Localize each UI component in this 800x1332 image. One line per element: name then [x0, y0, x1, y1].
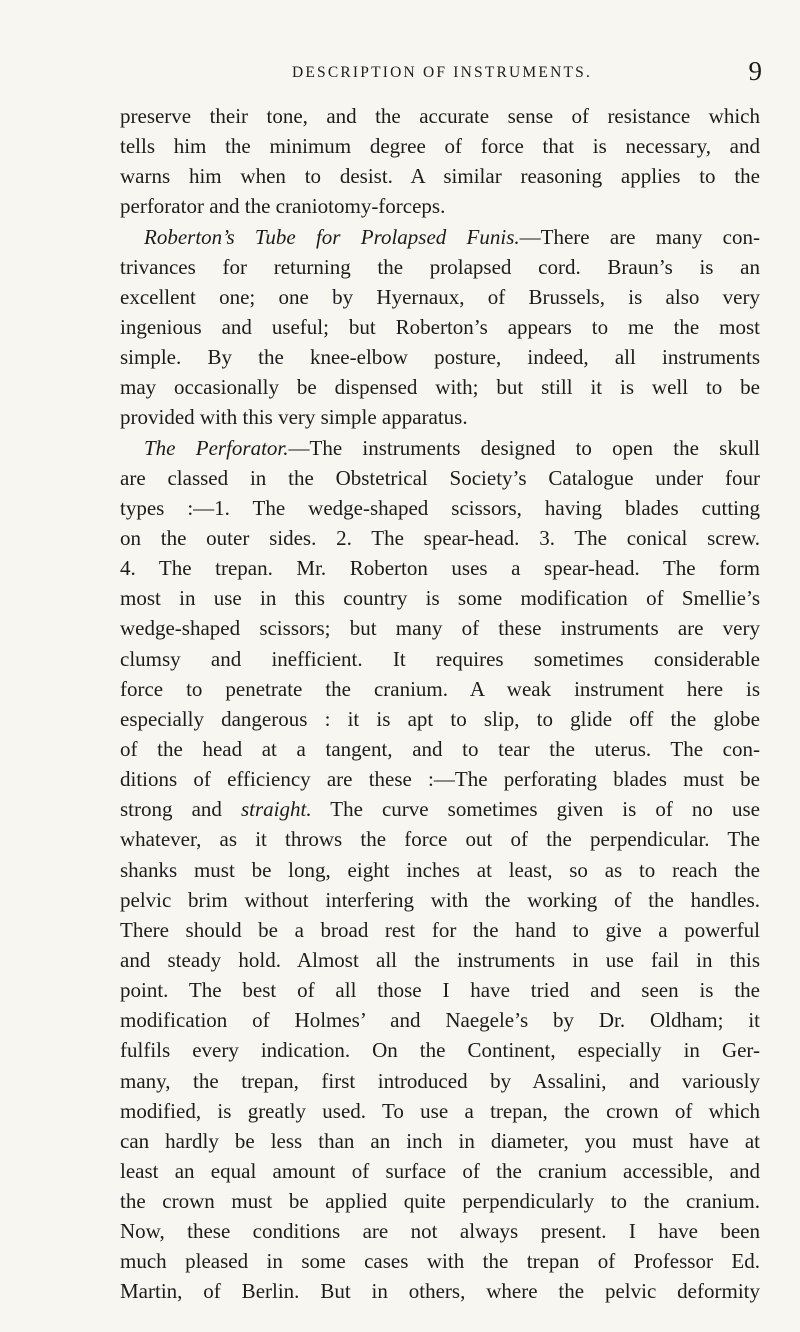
- line-text: Now, these conditions are not always present. I have been: [120, 1219, 760, 1244]
- line-text: Martin, of Berlin. But in others, where the pelvic deformity: [120, 1279, 760, 1304]
- text-line: [120, 101, 760, 131]
- running-title: DESCRIPTION OF INSTRUMENTS.: [291, 64, 593, 81]
- line-text: can hardly be less than an inch in diameter, you must have at: [120, 1128, 760, 1153]
- line-text: simple. By the knee-elbow posture, indeed, all instruments: [120, 345, 760, 370]
- line-text: excellent one; one by Hyernaux, of Brussels, is also very: [120, 284, 760, 309]
- text-line: [120, 975, 760, 1005]
- text-line: [120, 523, 760, 553]
- line-text-continued: The curve sometimes given is of no use: [311, 797, 760, 822]
- text-line: [120, 161, 760, 191]
- line-text: types :—1. The wedge-shaped scissors, having blades cutting: [120, 495, 760, 520]
- text-line: [120, 463, 760, 493]
- line-text: 4. The trepan. Mr. Roberton uses a spear-head. The form: [120, 556, 760, 581]
- text-line: [120, 764, 760, 794]
- text-line: [120, 1156, 760, 1186]
- text-line: [120, 583, 760, 613]
- line-text: ditions of efficiency are these :—The perforating blades must be: [120, 767, 760, 792]
- line-text: most in use in this country is some modification of Smellie’s: [120, 586, 760, 611]
- page-number: 9: [748, 56, 762, 86]
- text-line: [120, 342, 760, 372]
- line-text: perforator and the craniotomy-forceps.: [120, 194, 446, 219]
- text-line: [120, 1035, 760, 1065]
- line-text: trivances for returning the prolapsed cord. Braun’s is an: [120, 254, 760, 279]
- text-line: [120, 131, 760, 161]
- text-line: [120, 1216, 760, 1246]
- text-line: [120, 885, 760, 915]
- text-line: [120, 372, 760, 402]
- text-line: [120, 855, 760, 885]
- text-line: [120, 704, 760, 734]
- emphasis: straight.: [240, 797, 312, 822]
- body-text: [120, 101, 760, 1307]
- line-text: modified, is greatly used. To use a trepan, the crown of which: [120, 1098, 760, 1123]
- text-line: [120, 1005, 760, 1035]
- text-line: [120, 222, 760, 252]
- line-text: provided with this very simple apparatus.: [120, 405, 468, 430]
- line-text: strong and: [120, 797, 222, 822]
- line-text: ingenious and useful; but Roberton’s appears to me the most: [120, 314, 760, 339]
- line-text: and steady hold. Almost all the instruments in use fail in this: [120, 947, 760, 972]
- running-head: [122, 56, 762, 86]
- text-line: [120, 282, 760, 312]
- line-text: may occasionally be dispensed with; but still it is well to be: [120, 375, 760, 400]
- text-line: [120, 734, 760, 764]
- line-text: whatever, as it throws the force out of the perpendicular. The: [120, 827, 760, 852]
- text-line: [120, 312, 760, 342]
- line-text: wedge-shaped scissors; but many of these instruments are very: [120, 616, 760, 641]
- text-line: [120, 1246, 760, 1276]
- text-line: [120, 613, 760, 643]
- line-text: There should be a broad rest for the hand to give a powerful: [120, 917, 760, 942]
- line-text: —The instruments designed to open the skull: [288, 435, 760, 460]
- line-text: of the head at a tangent, and to tear the uterus. The con-: [120, 736, 760, 761]
- text-line: [120, 433, 760, 463]
- line-text: fulfils every indication. On the Continent, especially in Ger-: [120, 1038, 760, 1063]
- text-line: [120, 1186, 760, 1216]
- line-text: shanks must be long, eight inches at least, so as to reach the: [120, 857, 760, 882]
- line-text: on the outer sides. 2. The spear-head. 3. The conical screw.: [120, 525, 760, 550]
- text-line: [120, 915, 760, 945]
- text-line: [120, 553, 760, 583]
- line-text: point. The best of all those I have tried and seen is the: [120, 978, 760, 1003]
- line-text: warns him when to desist. A similar reasoning applies to the: [120, 164, 760, 189]
- line-text: —There are many con-: [519, 224, 760, 249]
- text-line: [120, 1066, 760, 1096]
- line-text: modification of Holmes’ and Naegele’s by Dr. Oldham; it: [120, 1008, 760, 1033]
- text-line: [120, 945, 760, 975]
- text-line: [120, 1096, 760, 1126]
- text-line: [120, 252, 760, 282]
- line-text: force to penetrate the cranium. A weak instrument here is: [120, 676, 760, 701]
- text-line: [120, 493, 760, 523]
- text-line: [120, 674, 760, 704]
- line-text: the crown must be applied quite perpendicularly to the cranium.: [120, 1189, 760, 1214]
- line-text: much pleased in some cases with the trepan of Professor Ed.: [120, 1249, 760, 1274]
- text-line: [120, 402, 760, 432]
- text-line: [120, 644, 760, 674]
- text-line: [120, 191, 760, 221]
- line-text: preserve their tone, and the accurate sense of resistance which: [120, 104, 760, 128]
- line-text: especially dangerous : it is apt to slip, to glide off the globe: [120, 706, 760, 731]
- text-line: [120, 824, 760, 854]
- line-text: clumsy and inefficient. It requires sometimes considerable: [120, 646, 760, 671]
- section-heading: Roberton’s Tube for Prolapsed Funis.: [144, 224, 520, 249]
- line-text: pelvic brim without interfering with the working of the handles.: [120, 887, 760, 912]
- line-text: tells him the minimum degree of force that is necessary, and: [120, 134, 760, 159]
- section-heading: The Perforator.: [144, 435, 289, 460]
- line-text: are classed in the Obstetrical Society’s Catalogue under four: [120, 465, 760, 490]
- line-text: many, the trepan, first introduced by Assalini, and variously: [120, 1068, 760, 1093]
- text-line: [120, 1126, 760, 1156]
- text-line: [120, 794, 760, 824]
- text-line: [120, 1276, 760, 1306]
- line-text: least an equal amount of surface of the cranium accessible, and: [120, 1158, 760, 1183]
